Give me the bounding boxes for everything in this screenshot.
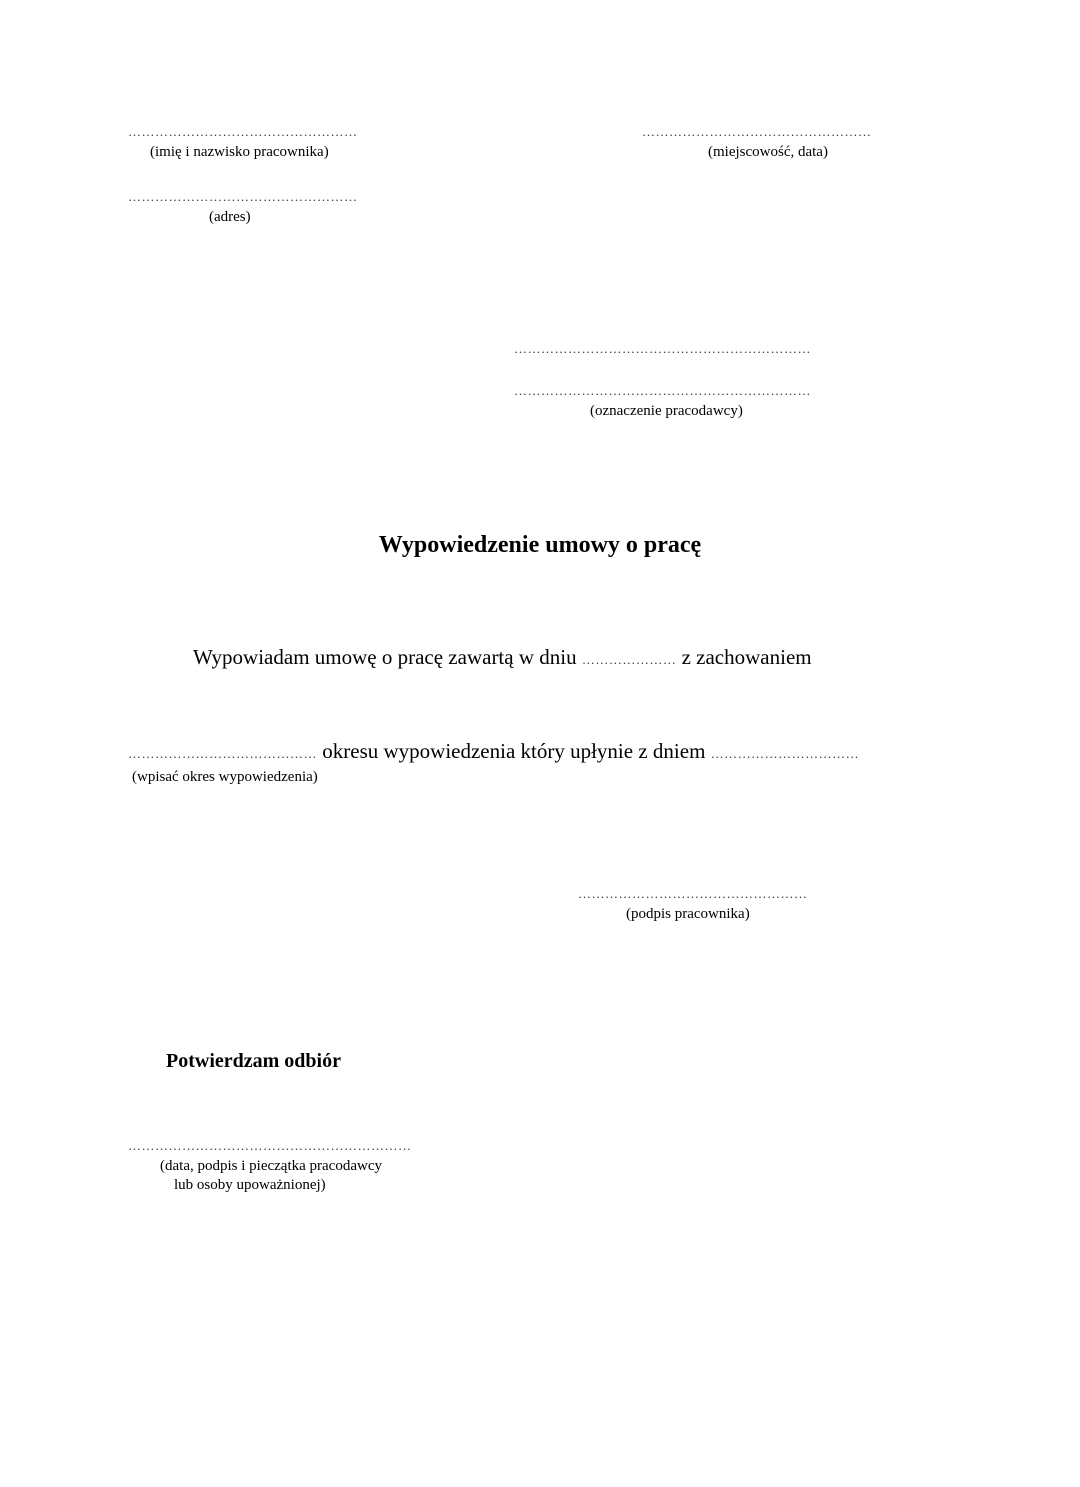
body-line-1 xyxy=(193,645,812,670)
document-title: Wypowiedzenie umowy o pracę xyxy=(378,532,702,558)
receipt-signature-field[interactable]: ……………………………………………………… xyxy=(128,1138,412,1153)
body-line-1-end: z zachowaniem xyxy=(681,645,812,669)
body-line-2 xyxy=(128,739,859,764)
body-line-2-middle: okresu wypowiedzenia który upłynie z dniem xyxy=(322,739,706,763)
notice-period-caption: (wpisać okres wypowiedzenia) xyxy=(132,769,318,785)
employer-line-2[interactable]: ………………………………………………………… xyxy=(514,383,811,398)
employee-signature-field[interactable]: …………………………………………… xyxy=(578,886,808,901)
contract-date-field[interactable]: ………………… xyxy=(581,652,677,667)
employer-line-1[interactable]: ………………………………………………………… xyxy=(514,341,811,356)
receipt-caption-line-1: (data, podpis i pieczątka pracodawcy xyxy=(160,1158,382,1174)
address-caption: (adres) xyxy=(209,209,251,225)
place-date-field[interactable]: …………………………………………… xyxy=(642,124,872,139)
address-field[interactable]: …………………………………………… xyxy=(128,189,358,204)
employee-name-caption: (imię i nazwisko pracownika) xyxy=(150,144,329,160)
end-date-field[interactable]: …………………………… xyxy=(710,746,860,761)
employee-signature-caption: (podpis pracownika) xyxy=(626,906,750,922)
receipt-heading: Potwierdzam odbiór xyxy=(166,1050,341,1072)
employer-caption: (oznaczenie pracodawcy) xyxy=(590,403,743,419)
receipt-caption-line-2: lub osoby upoważnionej) xyxy=(174,1177,326,1193)
employee-name-field[interactable]: …………………………………………… xyxy=(128,124,358,139)
place-date-caption: (miejscowość, data) xyxy=(708,144,828,160)
notice-period-field[interactable]: …………………………………… xyxy=(128,746,317,761)
body-line-1-start: Wypowiadam umowę o pracę zawartą w dniu xyxy=(193,645,577,669)
